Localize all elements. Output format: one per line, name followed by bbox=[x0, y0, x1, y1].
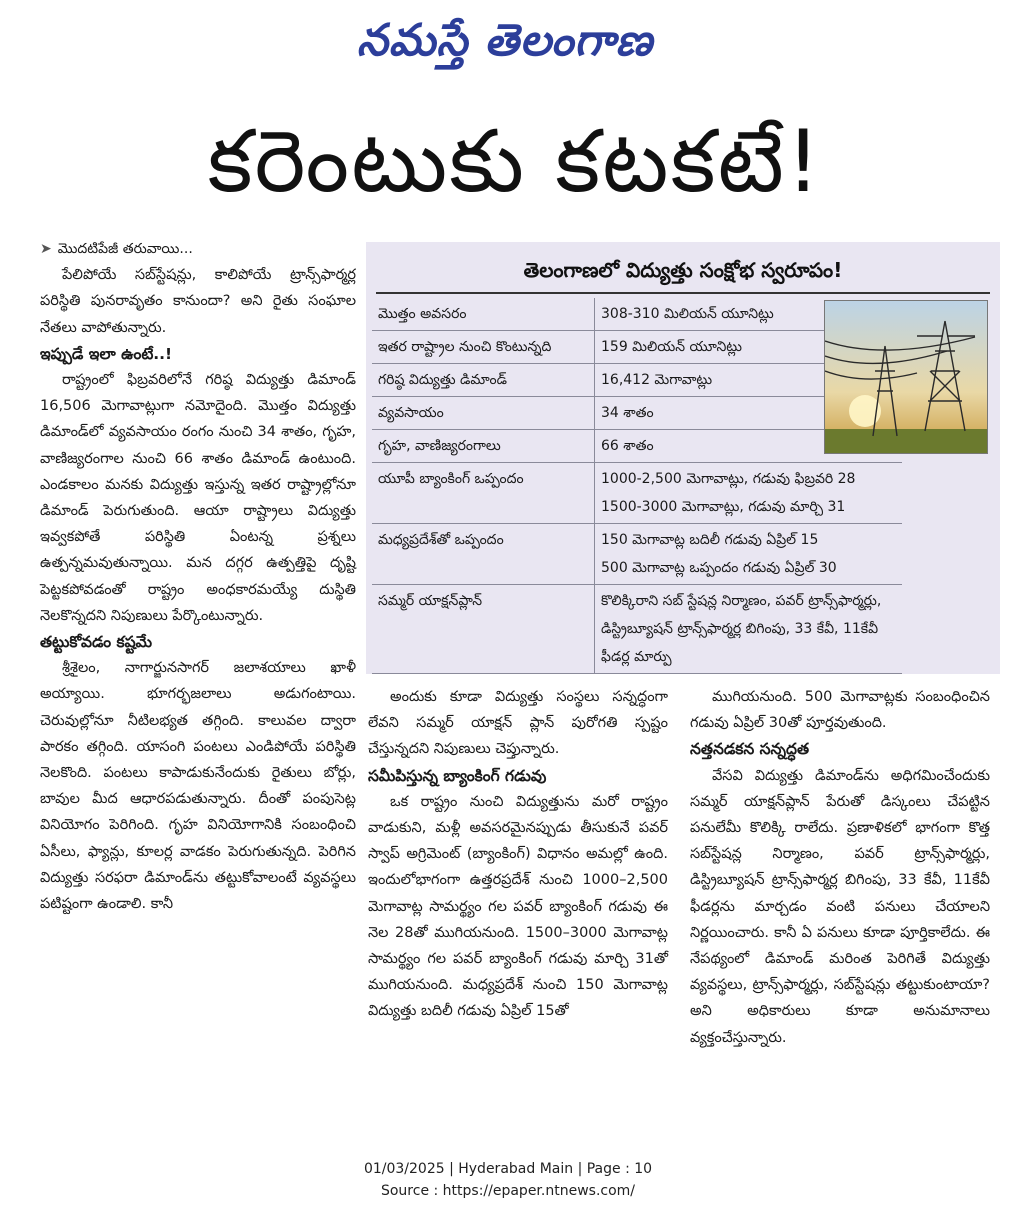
info-value bbox=[595, 524, 903, 585]
info-value-line: 1500-3000 మెగావాట్లు, గడువు మార్చి 31 bbox=[601, 499, 846, 515]
info-table bbox=[372, 298, 902, 674]
paragraph: ఒక రాష్ట్రం నుంచి విద్యుత్తును మరో రాష్ట్రం వాడుకుని, మళ్లీ అవసరమైనప్పుడు తీసుకునే పవర్ స్వాప్ అగ్రిమెంట్ (బ్యాంకింగ్) విధానం అమల్లో ఉంది. ఇందులోభాగంగా ఉత్తరప్రదేశ్ నుంచి 1000–2,500 మెగావాట్ల సామర్థ్యం గల పవర్ బ్యాంకింగ్ గడువు ఈ నెల 28తో ముగియనుంది. 1500–3000 మెగావాట్ల సామర్థ్యం గల పవర్ బ్యాంకింగ్ గడువు మార్చి 31తో ముగియనుంది. మధ్యప్రదేశ్ నుంచి 150 మెగావాట్ల విద్యుత్తు బదిలీ గడువు ఏప్రిల్ 15తో bbox=[368, 793, 668, 1020]
info-row bbox=[372, 364, 902, 397]
headline: కరెంటుకు కటకటే! bbox=[207, 112, 823, 212]
subheading: తట్టుకోవడం కష్టమే bbox=[40, 633, 153, 652]
info-value-line: 16,412 మెగావాట్లు bbox=[601, 372, 713, 388]
info-row bbox=[372, 298, 902, 331]
info-label: వ్యవసాయం bbox=[372, 397, 595, 430]
info-label: మధ్యప్రదేశ్‌తో ఒప్పందం bbox=[372, 524, 595, 585]
article-column-1 bbox=[40, 236, 356, 917]
info-label: సమ్మర్ యాక్షన్‌ప్లాన్ bbox=[372, 585, 595, 674]
continuation-note bbox=[40, 236, 356, 262]
info-row bbox=[372, 463, 902, 524]
info-value-line: 308-310 మిలియన్ యూనిట్లు bbox=[601, 306, 774, 322]
source-link[interactable]: Source : https://epaper.ntnews.com/ bbox=[380, 1183, 636, 1199]
info-row bbox=[372, 524, 902, 585]
info-value-line: 1000-2,500 మెగావాట్లు, గడువు ఫిబ్రవరి 28 bbox=[601, 471, 856, 487]
article-column-2 bbox=[368, 684, 668, 1025]
info-label: గరిష్ఠ విద్యుత్తు డిమాండ్ bbox=[372, 364, 595, 397]
paragraph: అందుకు కూడా విద్యుత్తు సంస్థలు సన్నద్ధంగా లేవని సమ్మర్ యాక్షన్ ప్లాన్ పురోగతి స్పష్టం చేస్తున్నదని నిపుణులు చెప్తున్నారు. bbox=[368, 689, 668, 758]
article-column-3 bbox=[690, 684, 990, 1051]
paragraph: రాష్ట్రంలో ఫిబ్రవరిలోనే గరిష్ఠ విద్యుత్తు డిమాండ్ 16,506 మెగావాట్లుగా నమోదైంది. మొత్తం విద్యుత్తు డిమాండ్‌లో వ్యవసాయం రంగం నుంచి 34 శాతం, గృహ, వాణిజ్యరంగాల నుంచి 66 శాతం డిమాండ్ ఉంటుంది. ఎండకాలం మనకు విద్యుత్తు ఇస్తున్న ఇతర రాష్ట్రాల్లోనూ డిమాండ్ పెరుగుతుంది. ఆయా రాష్ట్రాలు విద్యుత్తు ఇవ్వకపోతే పరిస్థితి ఏంటన్న ప్రశ్నలు ఉత్పన్నమవుతున్నాయి. మన దగ్గర ఉత్పత్తిపై దృష్టి పెట్టకపోవడంతో రాష్ట్రం అంధకారమయ్యే దుస్థితి నెలకొన్నదని నిపుణులు పేర్కొంటున్నారు. bbox=[40, 372, 356, 624]
info-row bbox=[372, 331, 902, 364]
info-label: గృహ, వాణిజ్యరంగాలు bbox=[372, 430, 595, 463]
subheading: నత్తనడకన సన్నద్ధత bbox=[690, 740, 810, 759]
power-lines-photo bbox=[824, 300, 988, 454]
page-footer bbox=[0, 1158, 1016, 1202]
info-row bbox=[372, 397, 902, 430]
info-value-line: 66 శాతం bbox=[601, 438, 654, 454]
subheading: ఇప్పుడే ఇలా ఉంటే..! bbox=[40, 344, 173, 363]
newspaper-masthead: నమస్తే తెలంగాణ bbox=[356, 15, 654, 66]
paragraph: ముగియనుంది. 500 మెగావాట్లకు సంబంధించిన గడువు ఏప్రిల్ 30తో పూర్తవుతుంది. bbox=[690, 689, 990, 732]
info-row bbox=[372, 430, 902, 463]
info-label: ఇతర రాష్ట్రాల నుంచి కొంటున్నది bbox=[372, 331, 595, 364]
paragraph: పేలిపోయే సబ్‌స్టేషన్లు, కాలిపోయే ట్రాన్స్‌ఫార్మర్ల పరిస్థితి పునరావృతం కానుందా? అని రైతు సంఘాల నేతలు వాపోతున్నారు. bbox=[40, 267, 356, 336]
edition-info: 01/03/2025 | Hyderabad Main | Page : 10 bbox=[363, 1161, 653, 1177]
info-value-line: 34 శాతం bbox=[601, 405, 654, 421]
paragraph: శ్రీశైలం, నాగార్జునసాగర్ జలాశయాలు ఖాళీ అయ్యాయి. భూగర్భజలాలు అడుగంటాయి. చెరువుల్లోనూ నీటిలభ్యత తగ్గింది. కాలువల ద్వారా పారకం తగ్గింది. యాసంగి పంటలు ఎండిపోయే పరిస్థితి నెలకొంది. పంటలు కాపాడుకునేందుకు రైతులు బోర్లు, బావుల మీద ఆధారపడుతున్నారు. దీంతో పంపుసెట్ల వినియోగం పెరిగింది. గృహ వినియోగానికి సంబంధించి ఏసీలు, ఫ్యాన్లు, కూలర్ల వాడకం పెరుగుతున్నది. పెరిగిన విద్యుత్తు సరఫరా డిమాండ్‌ను తట్టుకోవాలంటే వ్యవస్థలు పటిష్టంగా ఉండాలి. కానీ bbox=[40, 660, 356, 913]
info-value bbox=[595, 585, 903, 674]
info-value-line: 150 మెగావాట్ల బదిలీ గడువు ఏప్రిల్ 15 bbox=[601, 532, 819, 548]
info-label: మొత్తం అవసరం bbox=[372, 298, 595, 331]
subheading: సమీపిస్తున్న బ్యాంకింగ్ గడువు bbox=[368, 766, 547, 785]
power-tower-icon bbox=[825, 301, 987, 453]
info-value-line: 159 మిలియన్ యూనిట్లు bbox=[601, 339, 742, 355]
info-box bbox=[366, 242, 1000, 674]
info-row bbox=[372, 585, 902, 674]
info-value bbox=[595, 463, 903, 524]
info-box-title: తెలంగాణలో విద్యుత్తు సంక్షోభ స్వరూపం! bbox=[523, 258, 843, 282]
paragraph: వేసవి విద్యుత్తు డిమాండ్‌ను అధిగమించేందుకు సమ్మర్ యాక్షన్‌ప్లాన్ పేరుతో డిస్కంలు చేపట్టిన పనులేమీ కొలిక్కి రాలేదు. ప్రణాళికలో భాగంగా కొత్త సబ్‌స్టేషన్ల నిర్మాణం, పవర్ ట్రాన్స్‌ఫార్మర్లు, డిస్ట్రిబ్యూషన్ ట్రాన్స్‌ఫార్మర్ల బిగింపు, 33 కేవీ, 11కేవీ ఫీడర్లను మార్చడం వంటి పనులు చేయాలని నిర్ణయించారు. కానీ ఏ పనులు కూడా పూర్తికాలేదు. ఈ నేపథ్యంలో డిమాండ్ మరింత పెరిగితే విద్యుత్తు వ్యవస్థలు, ట్రాన్స్‌ఫార్మర్లు, సబ్‌స్టేషన్లు తట్టుకుంటాయా? అని అధికారులు కూడా అనుమానాలు వ్యక్తంచేస్తున్నారు. bbox=[690, 767, 990, 1046]
divider bbox=[376, 292, 990, 294]
continuation-label: మొదటిపేజీ తరువాయి... bbox=[57, 241, 193, 257]
info-label: యూపీ బ్యాంకింగ్ ఒప్పందం bbox=[372, 463, 595, 524]
chevron-right-icon: ➤ bbox=[40, 241, 52, 257]
info-value-line: 500 మెగావాట్ల ఒప్పందం గడువు ఏప్రిల్ 30 bbox=[601, 560, 837, 576]
info-value-line: కొలిక్కిరాని సబ్ స్టేషన్ల నిర్మాణం, పవర్ ట్రాన్స్‌ఫార్మర్లు, డిస్ట్రిబ్యూషన్ ట్రాన్స్‌ఫార్మర్ల బిగింపు, 33 కేవీ, 11కేవీ ఫీడర్ల మార్పు bbox=[601, 593, 882, 665]
